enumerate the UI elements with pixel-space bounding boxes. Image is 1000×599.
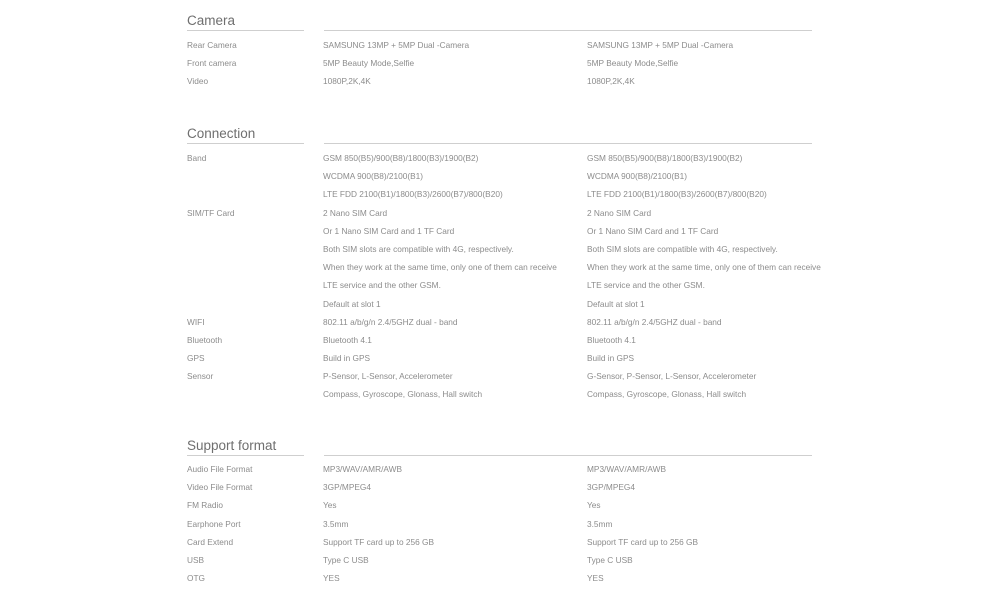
spec-label: Rear Camera bbox=[187, 40, 237, 50]
spec-rows bbox=[187, 149, 821, 404]
spec-row bbox=[187, 331, 812, 349]
spec-row bbox=[187, 515, 812, 533]
spec-value: LTE FDD 2100(B1)/1800(B3)/2600(B7)/800(B20) bbox=[323, 189, 503, 200]
spec-value: Build in GPS bbox=[323, 353, 371, 364]
spec-value: SAMSUNG 13MP + 5MP Dual -Camera bbox=[587, 40, 734, 50]
spec-label: OTG bbox=[187, 573, 205, 584]
spec-value: 5MP Beauty Mode,Selfie bbox=[587, 58, 679, 69]
spec-value: GSM 850(B5)/900(B8)/1800(B3)/1900(B2) bbox=[323, 153, 479, 163]
spec-row bbox=[187, 204, 812, 222]
spec-row bbox=[187, 496, 812, 514]
spec-value: 2 Nano SIM Card bbox=[587, 207, 652, 218]
spec-value: P-Sensor, L-Sensor, Accelerometer bbox=[323, 371, 453, 382]
spec-value: Default at slot 1 bbox=[587, 298, 645, 309]
spec-label: SIM/TF Card bbox=[187, 207, 235, 218]
divider bbox=[324, 455, 812, 456]
spec-label: GPS bbox=[187, 353, 205, 364]
spec-label: USB bbox=[187, 554, 205, 565]
spec-row bbox=[187, 551, 812, 569]
spec-value: 3.5mm bbox=[323, 518, 349, 529]
spec-value: MP3/WAV/AMR/AWB bbox=[323, 464, 402, 474]
section-header bbox=[187, 13, 812, 33]
spec-label: Sensor bbox=[187, 371, 214, 382]
spec-row bbox=[187, 460, 812, 478]
spec-row bbox=[187, 54, 812, 72]
spec-row bbox=[187, 167, 812, 185]
spec-value: When they work at the same time, only one of them can receive bbox=[323, 262, 557, 273]
spec-value: WCDMA 900(B8)/2100(B1) bbox=[323, 171, 424, 182]
spec-label: FM Radio bbox=[187, 500, 223, 511]
section-title: Camera bbox=[187, 13, 236, 28]
divider bbox=[187, 143, 304, 144]
spec-row bbox=[187, 569, 812, 587]
spec-value: 802.11 a/b/g/n 2.4/5GHZ dual - band bbox=[323, 316, 458, 327]
spec-value: Support TF card up to 256 GB bbox=[587, 536, 698, 547]
spec-row bbox=[187, 385, 812, 403]
divider bbox=[187, 30, 304, 31]
spec-value: 1080P,2K,4K bbox=[323, 76, 371, 87]
spec-label: Audio File Format bbox=[187, 464, 253, 474]
spec-value: LTE service and the other GSM. bbox=[323, 280, 441, 291]
section-title: Support format bbox=[187, 438, 277, 453]
spec-value: Support TF card up to 256 GB bbox=[323, 536, 434, 547]
spec-value: Compass, Gyroscope, Glonass, Hall switch bbox=[587, 389, 747, 400]
spec-value: 3GP/MPEG4 bbox=[323, 482, 371, 493]
spec-rows bbox=[187, 36, 812, 91]
spec-value: 1080P,2K,4K bbox=[587, 76, 635, 87]
spec-value: Yes bbox=[587, 500, 601, 511]
divider bbox=[324, 30, 812, 31]
spec-row bbox=[187, 367, 812, 385]
spec-value: YES bbox=[587, 573, 604, 584]
spec-value: Type C USB bbox=[323, 554, 369, 565]
section-connection bbox=[187, 126, 821, 400]
spec-value: MP3/WAV/AMR/AWB bbox=[587, 464, 666, 474]
spec-row bbox=[187, 295, 812, 313]
spec-value: G-Sensor, P-Sensor, L-Sensor, Accelerometer bbox=[587, 371, 757, 382]
spec-value: LTE service and the other GSM. bbox=[587, 280, 705, 291]
spec-label: WIFI bbox=[187, 316, 205, 327]
spec-value: GSM 850(B5)/900(B8)/1800(B3)/1900(B2) bbox=[587, 153, 743, 163]
spec-value: 802.11 a/b/g/n 2.4/5GHZ dual - band bbox=[587, 316, 722, 327]
spec-row bbox=[187, 258, 821, 276]
spec-value: Yes bbox=[323, 500, 337, 511]
spec-value: SAMSUNG 13MP + 5MP Dual -Camera bbox=[323, 40, 470, 50]
spec-value: Default at slot 1 bbox=[323, 298, 381, 309]
spec-rows bbox=[187, 460, 812, 587]
spec-label: Card Extend bbox=[187, 536, 234, 547]
spec-value: Bluetooth 4.1 bbox=[587, 334, 636, 345]
spec-value: 5MP Beauty Mode,Selfie bbox=[323, 58, 415, 69]
section-camera bbox=[187, 13, 812, 87]
spec-row bbox=[187, 533, 812, 551]
spec-row bbox=[187, 222, 812, 240]
spec-value: Both SIM slots are compatible with 4G, respectively. bbox=[323, 243, 514, 254]
spec-label: Front camera bbox=[187, 58, 237, 69]
spec-value: When they work at the same time, only one of them can receive bbox=[587, 262, 821, 273]
spec-row bbox=[187, 149, 812, 167]
spec-row bbox=[187, 313, 812, 331]
spec-value: Build in GPS bbox=[587, 353, 635, 364]
spec-row bbox=[187, 349, 812, 367]
section-header bbox=[187, 126, 812, 146]
spec-value: YES bbox=[323, 573, 340, 584]
spec-value: Compass, Gyroscope, Glonass, Hall switch bbox=[323, 389, 483, 400]
spec-label: Earphone Port bbox=[187, 518, 241, 529]
spec-row bbox=[187, 72, 812, 90]
spec-value: Type C USB bbox=[587, 554, 633, 565]
section-header bbox=[187, 438, 812, 458]
spec-label: Video bbox=[187, 76, 209, 87]
spec-value: 3GP/MPEG4 bbox=[587, 482, 635, 493]
divider bbox=[324, 143, 812, 144]
spec-row bbox=[187, 276, 812, 294]
spec-value: 2 Nano SIM Card bbox=[323, 207, 388, 218]
spec-row bbox=[187, 36, 812, 54]
section-support-format bbox=[187, 438, 812, 584]
spec-value: LTE FDD 2100(B1)/1800(B3)/2600(B7)/800(B20) bbox=[587, 189, 767, 200]
spec-value: 3.5mm bbox=[587, 518, 613, 529]
spec-value: Or 1 Nano SIM Card and 1 TF Card bbox=[323, 225, 455, 236]
spec-row bbox=[187, 240, 812, 258]
spec-label: Bluetooth bbox=[187, 334, 223, 345]
spec-label: Band bbox=[187, 153, 207, 163]
spec-value: Bluetooth 4.1 bbox=[323, 334, 372, 345]
spec-row bbox=[187, 478, 812, 496]
divider bbox=[187, 455, 304, 456]
spec-value: Both SIM slots are compatible with 4G, respectively. bbox=[587, 243, 778, 254]
spec-value: WCDMA 900(B8)/2100(B1) bbox=[587, 171, 688, 182]
spec-value: Or 1 Nano SIM Card and 1 TF Card bbox=[587, 225, 719, 236]
section-title: Connection bbox=[187, 126, 256, 141]
spec-row bbox=[187, 185, 812, 203]
spec-label: Video File Format bbox=[187, 482, 253, 493]
